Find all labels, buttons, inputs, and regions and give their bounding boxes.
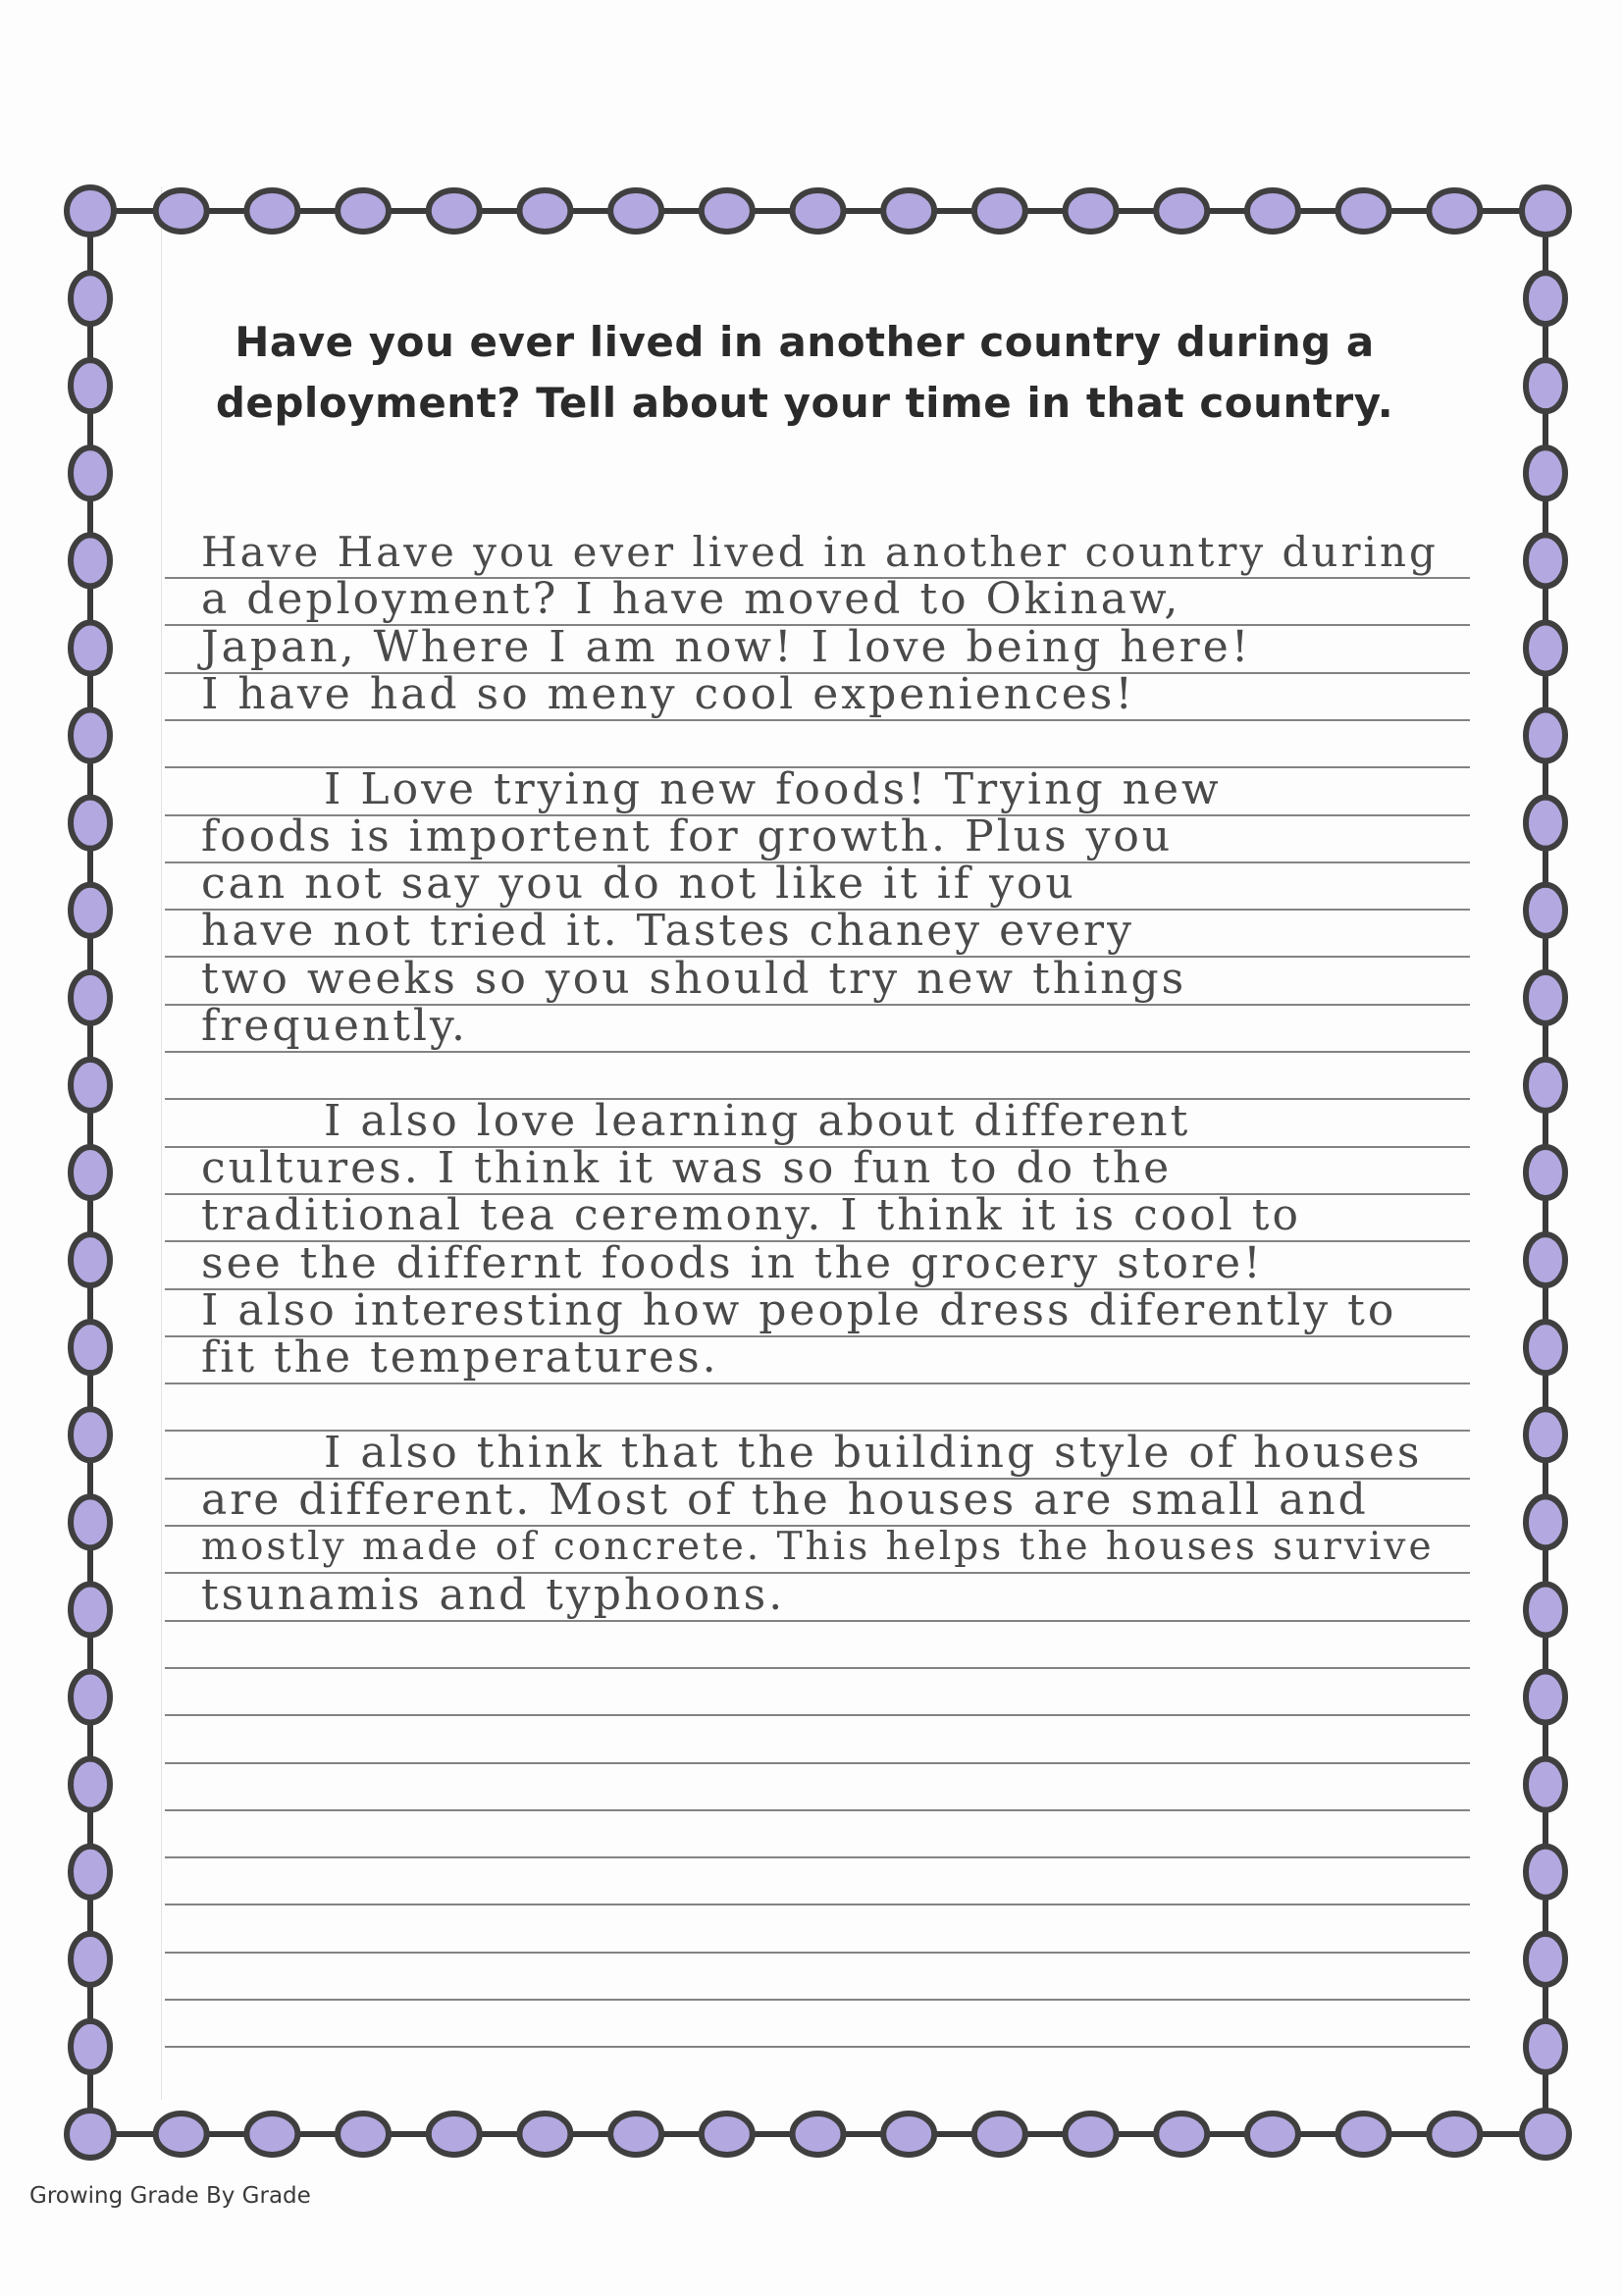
- footer-credit: Growing Grade By Grade: [29, 2183, 311, 2209]
- bead: [1338, 190, 1389, 232]
- bead: [1526, 1584, 1565, 1635]
- bead: [1526, 1496, 1565, 1547]
- bead: [246, 190, 297, 232]
- bead: [71, 1759, 110, 1810]
- bead: [71, 535, 110, 586]
- handwritten-line: can not say you do not like it if you: [201, 859, 1076, 909]
- bead: [610, 190, 661, 232]
- handwritten-line: have not tried it. Tastes chaney every: [201, 906, 1134, 956]
- bead: [71, 1409, 110, 1460]
- bead: [1526, 798, 1565, 849]
- ruled-line: [165, 2046, 1470, 2048]
- bead: [1526, 1672, 1565, 1723]
- bead: [974, 190, 1025, 232]
- bead: [429, 2113, 480, 2155]
- bead: [1522, 2111, 1569, 2158]
- ruled-line: [165, 1856, 1470, 1858]
- bead: [702, 2113, 753, 2155]
- bead: [71, 798, 110, 849]
- bead: [1526, 972, 1565, 1023]
- handwritten-line: fit the temperatures.: [201, 1332, 719, 1383]
- bead: [1522, 187, 1569, 235]
- bead: [1156, 190, 1207, 232]
- bead: [71, 1322, 110, 1373]
- handwritten-line: a deployment? I have moved to Okinaw,: [201, 574, 1181, 624]
- handwritten-line: see the differnt foods in the grocery store!: [201, 1238, 1264, 1288]
- bead: [1066, 190, 1117, 232]
- bead: [71, 273, 110, 324]
- ruled-line: [165, 1667, 1470, 1669]
- bead: [793, 190, 844, 232]
- bead: [156, 190, 207, 232]
- ruled-line: [165, 1714, 1470, 1716]
- handwritten-line: I have had so meny cool expeniences!: [201, 669, 1136, 719]
- bead: [1526, 273, 1565, 324]
- bead: [71, 1847, 110, 1898]
- bead: [1526, 1234, 1565, 1285]
- writing-prompt: [196, 312, 1413, 434]
- bead: [338, 190, 389, 232]
- prompt-line-1: Have you ever lived in another country during a: [235, 318, 1375, 366]
- handwritten-line: traditional tea ceremony. I think it is cool to: [201, 1190, 1301, 1240]
- bead: [71, 710, 110, 761]
- bead: [71, 1934, 110, 1985]
- ruled-line: [165, 1383, 1470, 1384]
- bead: [71, 360, 110, 411]
- bead: [1156, 2113, 1207, 2155]
- bead: [67, 187, 114, 235]
- ruled-line: [165, 1762, 1470, 1764]
- ruled-line: [165, 719, 1470, 721]
- bead: [71, 1584, 110, 1635]
- bead: [610, 2113, 661, 2155]
- bead: [1526, 622, 1565, 673]
- bead: [71, 885, 110, 936]
- bead: [1526, 1847, 1565, 1898]
- bead: [1429, 190, 1480, 232]
- bead: [71, 1496, 110, 1547]
- bead: [1526, 447, 1565, 498]
- bead: [1338, 2113, 1389, 2155]
- bead: [1429, 2113, 1480, 2155]
- bead: [71, 1147, 110, 1198]
- handwritten-line: mostly made of concrete. This helps the houses survive: [201, 1525, 1435, 1569]
- bead: [246, 2113, 297, 2155]
- handwritten-line: Japan, Where I am now! I love being here!: [201, 622, 1252, 672]
- bead: [71, 622, 110, 673]
- bead: [71, 1672, 110, 1723]
- handwritten-line: are different. Most of the houses are small and: [201, 1475, 1369, 1525]
- bead: [1247, 190, 1298, 232]
- bead: [1526, 710, 1565, 761]
- ruled-line: [165, 1999, 1470, 2001]
- bead: [883, 2113, 934, 2155]
- bead: [1066, 2113, 1117, 2155]
- handwritten-line: I Love trying new foods! Trying new: [324, 764, 1222, 814]
- bead: [702, 190, 753, 232]
- handwritten-line: frequently.: [201, 1001, 468, 1051]
- bead: [1526, 2021, 1565, 2072]
- bead: [67, 2111, 114, 2158]
- ruled-line: [165, 1051, 1470, 1053]
- bead: [793, 2113, 844, 2155]
- bead: [71, 972, 110, 1023]
- bead: [156, 2113, 207, 2155]
- bead: [519, 190, 570, 232]
- handwritten-line: I also interesting how people dress diferently to: [201, 1285, 1397, 1335]
- bead: [1526, 1322, 1565, 1373]
- bead: [1526, 535, 1565, 586]
- bead: [1526, 885, 1565, 936]
- handwritten-line: I also think that the building style of houses: [324, 1428, 1423, 1478]
- ruled-line: [165, 1620, 1470, 1622]
- bead: [1526, 1060, 1565, 1111]
- bead: [71, 1234, 110, 1285]
- bead: [338, 2113, 389, 2155]
- prompt-line-2: deployment? Tell about your time in that country.: [215, 379, 1394, 427]
- ruled-line: [165, 1809, 1470, 1811]
- bead: [71, 1060, 110, 1111]
- bead: [1247, 2113, 1298, 2155]
- bead: [519, 2113, 570, 2155]
- bead: [1526, 1934, 1565, 1985]
- handwritten-line: two weeks so you should try new things: [201, 954, 1187, 1004]
- bead: [1526, 1409, 1565, 1460]
- handwritten-line: foods is importent for growth. Plus you: [201, 811, 1174, 861]
- handwritten-line: cultures. I think it was so fun to do the: [201, 1143, 1173, 1193]
- bead: [1526, 360, 1565, 411]
- bead: [974, 2113, 1025, 2155]
- bead: [883, 190, 934, 232]
- ruled-line: [165, 1952, 1470, 1954]
- ruled-line: [165, 1904, 1470, 1905]
- bead: [429, 190, 480, 232]
- handwritten-line: tsunamis and typhoons.: [201, 1570, 786, 1620]
- handwritten-line: Have Have you ever lived in another country during: [201, 528, 1439, 576]
- bead: [1526, 1147, 1565, 1198]
- bead: [71, 447, 110, 498]
- bead: [71, 2021, 110, 2072]
- bead: [1526, 1759, 1565, 1810]
- handwritten-line: I also love learning about different: [324, 1096, 1191, 1146]
